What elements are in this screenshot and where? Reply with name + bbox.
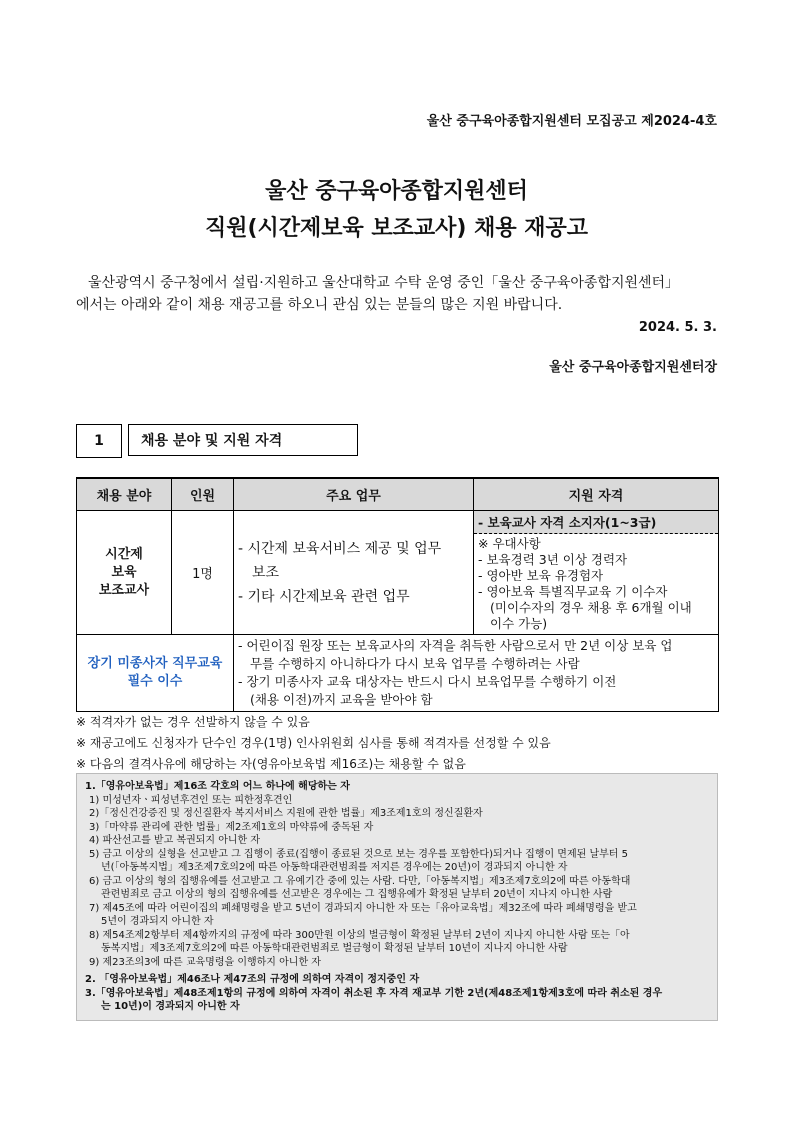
disqualification-heading: 3.「영유아보육법」제48조제1항의 규정에 의하여 자격이 취소된 후 자격 재교부 기한 2년(제48조제1항제3호에 따라 취소된 경우 — [85, 987, 663, 999]
qualification-line: ※ 우대사항 — [478, 536, 541, 551]
disqualification-item: 6) 금고 이상의 형의 집행유예를 선고받고 그 유예기간 중에 있는 사람. 다만,「아동복지법」제3조제7호의2에 따른 아동학대 — [89, 875, 631, 887]
disqualification-item: 5) 금고 이상의 실형을 선고받고 그 집행이 종료(집행이 종료된 것으로 보는 경우를 포함한다)되거나 집행이 면제된 날부터 5 — [89, 848, 628, 860]
column-header: 인원 — [172, 478, 234, 511]
column-header: 채용 분야 — [77, 478, 172, 511]
notes — [76, 712, 551, 775]
disqualification-item: 3)「마약류 관리에 관한 법률」제2조제1호의 마약류에 중독된 자 — [89, 821, 374, 833]
disqualification-heading: 2. 「영유아보육법」제46조나 제47조의 규정에 의하여 자격이 정지중인 자 — [85, 974, 420, 985]
duty-line: - 시간제 보육서비스 제공 및 업무 — [238, 540, 442, 557]
qualification-line: 이수 가능) — [490, 616, 548, 631]
intro-line: 울산광역시 중구청에서 설립·지원하고 울산대학교 수탁 운영 중인「울산 중구육아종합지원센터」 — [88, 275, 680, 291]
duty-line: - 기타 시간제보육 관련 업무 — [238, 588, 410, 605]
disqualification-item: 관련범죄로 금고 이상의 형의 집행유예를 선고받은 경우에는 그 집행유예가 확정된 날부터 20년이 지나지 아니한 사람 — [101, 889, 613, 900]
long-term-category-line: 필수 이수 — [127, 674, 183, 689]
recruitment-table — [76, 477, 719, 712]
disqualification-box — [76, 773, 718, 1021]
long-term-line: - 어린이집 원장 또는 보육교사의 자격을 취득한 사람으로서 만 2년 이상 보육 업 — [238, 638, 673, 653]
table-row — [77, 635, 719, 712]
qualification-heading: - 보육교사 자격 소지자(1~3급) — [474, 511, 718, 534]
page-title-line1: 울산 중구육아종합지원센터 — [265, 179, 528, 204]
notice-number: 울산 중구육아종합지원센터 모집공고 제2024-4호 — [426, 114, 717, 129]
disqualification-item: 년(「아동복지법」제3조제7호의2에 따른 아동학대관련범죄를 저지른 경우에는 20년)이 경과되지 아니한 자 — [101, 862, 568, 873]
qualification-line: (미이수자의 경우 채용 후 6개월 이내 — [490, 600, 692, 615]
disqualification-heading: 1.「영유아보육법」제16조 각호의 어느 하나에 해당하는 자 — [85, 781, 350, 792]
long-term-line: (채용 이전)까지 교육을 받아야 함 — [250, 692, 433, 707]
disqualification-item: 동복지법」제3조제7호의2에 따른 아동학대관련범죄로 벌금형이 확정된 날부터 10년이 지나지 아니한 사람 — [101, 943, 568, 954]
table-header-row — [77, 478, 719, 511]
qualification-line: - 영아반 보육 유경험자 — [478, 568, 604, 583]
disqualification-item: 9) 제23조의3에 따른 교육명령을 이행하지 아니한 자 — [89, 956, 321, 968]
disqualification-heading: 는 10년)이 경과되지 아니한 자 — [101, 1001, 240, 1012]
duties-cell — [234, 511, 474, 635]
disqualification-item: 1) 미성년자ㆍ피성년후견인 또는 피한정후견인 — [89, 794, 293, 806]
column-header: 주요 업무 — [234, 478, 474, 511]
disqualification-item: 8) 제54조제2항부터 제4항까지의 규정에 따라 300만원 이상의 벌금형이 확정된 날부터 2년이 지나지 아니한 사람 또는「아 — [89, 929, 630, 941]
qualification-line: - 보육경력 3년 이상 경력자 — [478, 552, 628, 567]
qualification-line: - 영아보육 특별직무교육 기 이수자 — [478, 584, 668, 599]
section-title: 채용 분야 및 지원 자격 — [128, 424, 358, 456]
disqualification-item: 4) 파산선고를 받고 복권되지 아니한 자 — [89, 835, 261, 846]
note-line: ※ 다음의 결격사유에 해당하는 자(영유아보육법 제16조)는 채용할 수 없음 — [76, 757, 466, 771]
page-title-line2: 직원(시간제보육 보조교사) 채용 재공고 — [204, 216, 589, 241]
intro-paragraph — [76, 272, 718, 316]
disqualification-item: 7) 제45조에 따라 어린이집의 폐쇄명령을 받고 5년이 경과되지 아니한 자 또는「유아교육법」제32조에 따라 폐쇄명령을 받고 — [89, 902, 637, 914]
category-cell — [77, 511, 172, 635]
disqualification-item: 2)「정신건강증진 및 정신질환자 복지서비스 지원에 관한 법률」제3조제1호의 정신질환자 — [89, 808, 483, 819]
long-term-line: 무를 수행하지 아니하다가 다시 보육 업무를 수행하려는 사람 — [250, 656, 580, 671]
note-line: ※ 적격자가 없는 경우 선발하지 않을 수 있음 — [76, 715, 310, 729]
signature: 울산 중구육아종합지원센터장 — [549, 360, 717, 375]
column-header: 지원 자격 — [474, 478, 719, 511]
category-line: 보육 — [111, 564, 137, 580]
long-term-category-cell — [77, 635, 234, 712]
category-line: 시간제 — [105, 546, 143, 562]
category-line: 보조교사 — [98, 582, 150, 598]
long-term-description-cell — [234, 635, 719, 712]
disqualification-item: 5년이 경과되지 아니한 자 — [101, 916, 214, 927]
section-number: 1 — [76, 424, 122, 458]
intro-line: 에서는 아래와 같이 채용 재공고를 하오니 관심 있는 분들의 많은 지원 바랍니다. — [76, 297, 563, 313]
notice-date: 2024. 5. 3. — [638, 320, 717, 335]
count-cell: 1명 — [172, 511, 234, 635]
duty-line: 보조 — [252, 564, 280, 581]
long-term-line: - 장기 미종사자 교육 대상자는 반드시 다시 보육업무를 수행하기 이전 — [238, 674, 617, 689]
table-row — [77, 511, 719, 635]
long-term-category-line: 장기 미종사자 직무교육 — [87, 656, 223, 671]
qualification-cell — [474, 511, 719, 635]
note-line: ※ 재공고에도 신청자가 단수인 경우(1명) 인사위원회 심사를 통해 적격자를 선정할 수 있음 — [76, 736, 551, 750]
